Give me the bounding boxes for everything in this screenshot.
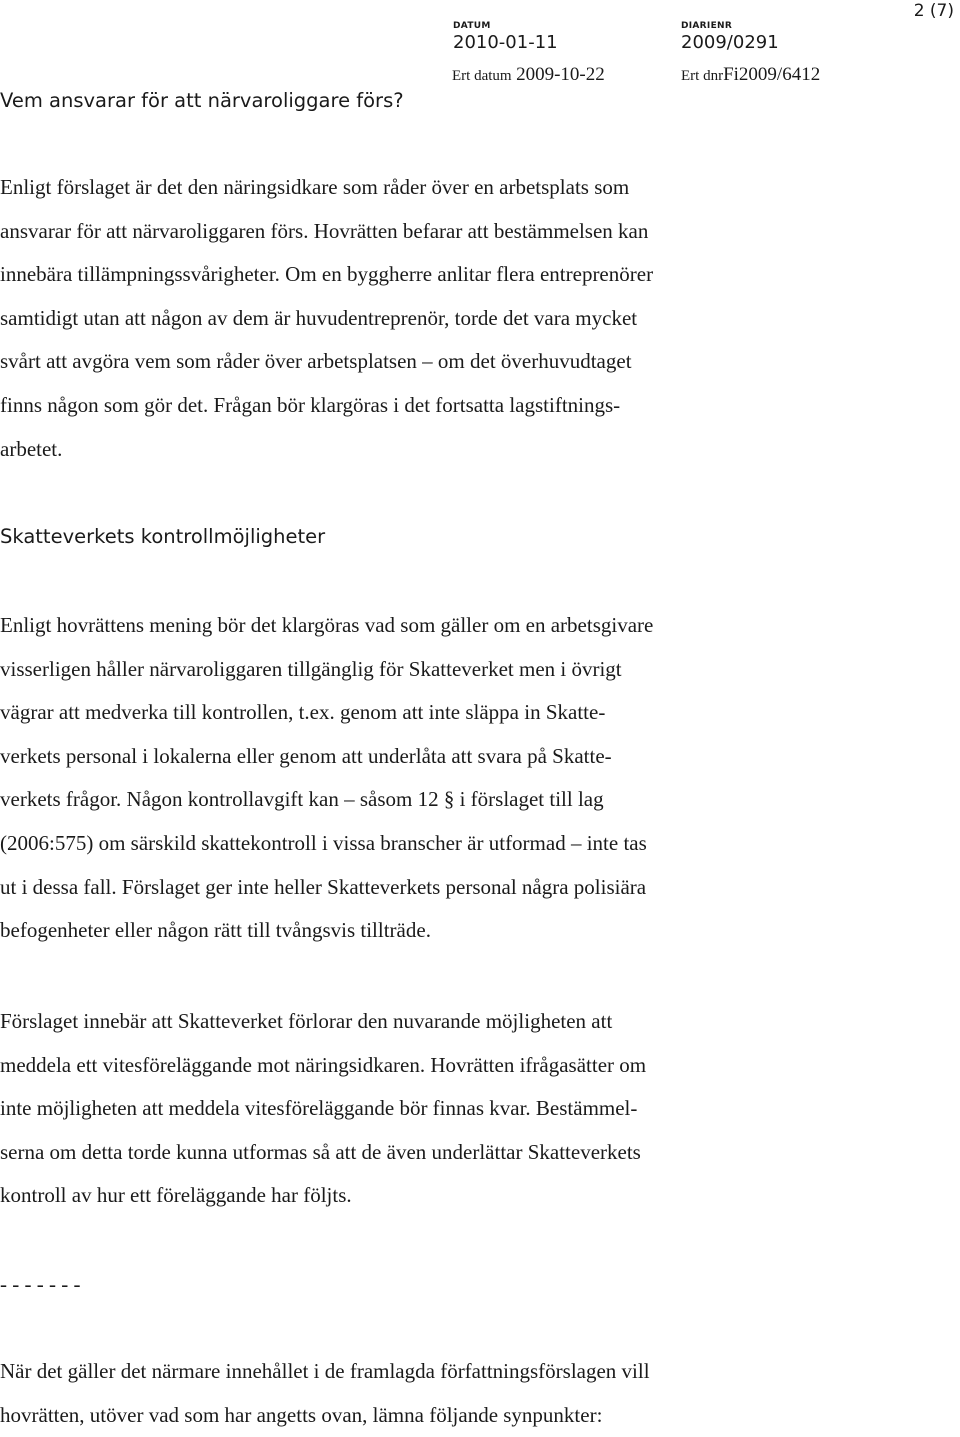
text-line: serna om detta torde kunna utformas så att de även underlättar Skatteverkets bbox=[0, 1139, 641, 1164]
page-number: 2 (7) bbox=[913, 1, 954, 21]
section-heading: Vem ansvarar för att närvaroliggare förs? bbox=[0, 89, 404, 112]
diarienr-value: 2009/0291 bbox=[681, 32, 779, 53]
separator-dashes: - - - - - - - bbox=[0, 1272, 81, 1296]
text-line: samtidigt utan att någon av dem är huvudentreprenör, torde det vara mycket bbox=[0, 305, 638, 330]
text-line: finns någon som gör det. Frågan bör klargöras i det fortsatta lagstiftnings- bbox=[0, 392, 621, 417]
diarienr-block bbox=[681, 21, 779, 54]
text-line: kontroll av hur ett föreläggande har följts. bbox=[0, 1183, 352, 1208]
ert-dnr bbox=[681, 62, 820, 88]
text-line: arbetet. bbox=[0, 436, 63, 461]
text-line: Enligt förslaget är det den näringsidkare som råder över en arbetsplats som bbox=[0, 175, 630, 199]
text-line: meddela ett vitesföreläggande mot näringsidkaren. Hovrätten ifrågasätter om bbox=[0, 1052, 647, 1077]
section-heading: Skatteverkets kontrollmöjligheter bbox=[0, 525, 326, 548]
body-paragraph bbox=[0, 166, 952, 471]
text-line: ut i dessa fall. Förslaget ger inte heller Skatteverkets personal några polisiära bbox=[0, 874, 647, 899]
text-line: vägrar att medverka till kontrollen, t.ex. genom att inte släppa in Skatte- bbox=[0, 700, 606, 725]
text-line: Enligt hovrättens mening bör det klargöras vad som gäller om en arbetsgivare bbox=[0, 613, 654, 637]
text-line: verkets personal i lokalerna eller genom att underlåta att svara på Skatte- bbox=[0, 743, 612, 768]
text-line: svårt att avgöra vem som råder över arbetsplatsen – om det överhuvudtaget bbox=[0, 349, 632, 374]
ert-datum bbox=[452, 62, 605, 88]
text-line: hovrätten, utöver vad som har angetts ovan, lämna följande synpunkter: bbox=[0, 1402, 603, 1427]
text-line: (2006:575) om särskild skattekontroll i vissa branscher är utformad – inte tas bbox=[0, 830, 647, 855]
datum-label: DATUM bbox=[453, 21, 491, 31]
datum-block bbox=[453, 21, 558, 54]
text-line: inte möjligheten att meddela vitesföreläggande bör finnas kvar. Bestämmel- bbox=[0, 1096, 638, 1121]
diarienr-label: DIARIENR bbox=[681, 21, 733, 31]
body-paragraph bbox=[0, 604, 952, 953]
text-line: Förslaget innebär att Skatteverket förlorar den nuvarande möjligheten att bbox=[0, 1009, 613, 1033]
text-line: När det gäller det närmare innehållet i de framlagda författningsförslagen vill bbox=[0, 1359, 650, 1383]
section-separator bbox=[0, 1263, 952, 1307]
text-line: innebära tillämpningssvårigheter. Om en byggherre anlitar flera entreprenörer bbox=[0, 262, 654, 287]
ert-dnr-label: Ert dnr bbox=[681, 68, 724, 84]
datum-value: 2010-01-11 bbox=[453, 32, 558, 53]
ert-datum-value: 2009-10-22 bbox=[516, 64, 605, 85]
text-line: verkets frågor. Någon kontrollavgift kan – såsom 12 § i förslaget till lag bbox=[0, 787, 604, 812]
text-line: visserligen håller närvaroliggaren tillgänglig för Skatteverket men i övrigt bbox=[0, 656, 622, 681]
text-line: befogenheter eller någon rätt till tvångsvis tillträde. bbox=[0, 918, 431, 943]
body-paragraph bbox=[0, 1350, 952, 1437]
ert-dnr-value: Fi2009/6412 bbox=[723, 64, 821, 85]
body-paragraph bbox=[0, 1000, 952, 1218]
ert-datum-label: Ert datum bbox=[452, 68, 512, 84]
text-line: ansvarar för att närvaroliggaren förs. Hovrätten befarar att bestämmelsen kan bbox=[0, 218, 649, 243]
